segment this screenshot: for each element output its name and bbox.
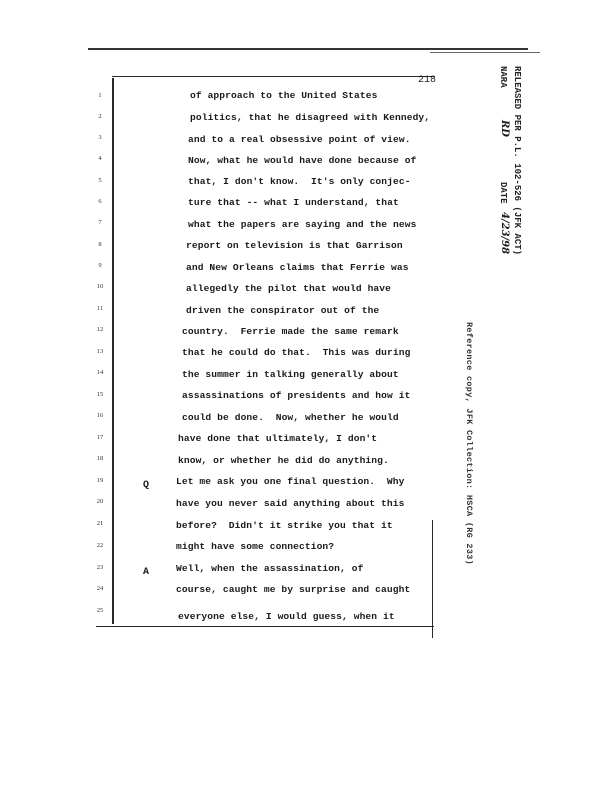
transcript-line: that he could do that. This was during	[182, 347, 411, 358]
line-number: 17	[96, 434, 104, 441]
transcript-line: the summer in talking generally about	[182, 369, 399, 380]
transcript-line: what the papers are saying and the news	[188, 219, 417, 230]
transcript-line: and to a real obsessive point of view.	[188, 134, 411, 145]
line-number: 20	[96, 498, 104, 505]
line-number: 19	[96, 477, 104, 484]
transcript-line: politics, that he disagreed with Kennedy,	[190, 112, 431, 123]
frame-top-border	[112, 76, 434, 77]
release-stamp-line1: RELEASED PER P.L. 102-526 (JFK ACT)	[512, 66, 522, 256]
line-number: 8	[98, 241, 102, 248]
transcript-line: that, I don't know. It's only conjec-	[188, 176, 411, 187]
release-stamp-date: 4/23/98	[499, 212, 510, 255]
transcript-line: ture that -- what I understand, that	[188, 197, 399, 208]
line-number: 2	[98, 113, 102, 120]
line-number: 9	[98, 262, 102, 269]
release-stamp-initials: RD	[499, 120, 510, 137]
line-number: 10	[96, 283, 104, 290]
transcript-line: Now, what he would have done because of	[188, 155, 417, 166]
transcript-line: Well, when the assassination, of	[176, 563, 364, 574]
line-number: 4	[98, 155, 102, 162]
transcript-line: could be done. Now, whether he would	[182, 412, 399, 423]
line-number: 18	[96, 455, 104, 462]
transcript-line: have done that ultimately, I don't	[178, 433, 378, 444]
speaker-label: Q	[143, 480, 150, 491]
line-number: 23	[96, 564, 104, 571]
line-number: 13	[96, 348, 104, 355]
side-reference-text: Reference copy, JFK Collection: HSCA (RG 233)	[464, 322, 474, 566]
line-number: 21	[96, 520, 104, 527]
transcript-line: course, caught me by surprise and caught	[176, 584, 411, 595]
transcript-line: assassinations of presidents and how it	[182, 390, 411, 401]
page-number: 218	[418, 75, 437, 86]
transcript-line: and New Orleans claims that Ferrie was	[186, 262, 409, 273]
transcript-line: know, or whether he did do anything.	[178, 455, 389, 466]
transcript-line: driven the conspirator out of the	[186, 305, 380, 316]
transcript-line: have you never said anything about this	[176, 498, 405, 509]
line-number: 5	[98, 177, 102, 184]
line-number: 25	[96, 607, 104, 614]
line-number: 16	[96, 412, 104, 419]
transcript-line: of approach to the United States	[190, 90, 378, 101]
release-stamp-date-label: DATE	[498, 182, 508, 204]
transcript-line: report on television is that Garrison	[186, 240, 403, 251]
line-number: 7	[98, 219, 102, 226]
line-number: 14	[96, 369, 104, 376]
speaker-label: A	[143, 567, 150, 578]
line-number: 11	[96, 305, 104, 312]
top-rule-right	[430, 52, 540, 53]
transcript-line: Let me ask you one final question. Why	[176, 476, 405, 487]
transcript-line: might have some connection?	[176, 541, 335, 552]
top-rule	[88, 48, 528, 50]
line-number: 22	[96, 542, 104, 549]
line-number: 6	[98, 198, 102, 205]
transcript-line: allegedly the pilot that would have	[186, 283, 392, 294]
frame-bottom-border	[96, 626, 434, 627]
line-number: 24	[96, 585, 104, 592]
transcript-line: country. Ferrie made the same remark	[182, 326, 399, 337]
line-number: 12	[96, 326, 104, 333]
line-number: 1	[98, 92, 102, 99]
frame-right-border	[432, 520, 433, 638]
transcript-line: before? Didn't it strike you that it	[176, 520, 393, 531]
release-stamp-nara: NARA	[498, 66, 508, 88]
line-number: 3	[98, 134, 102, 141]
line-number: 15	[96, 391, 104, 398]
transcript-line: everyone else, I would guess, when it	[178, 611, 395, 622]
